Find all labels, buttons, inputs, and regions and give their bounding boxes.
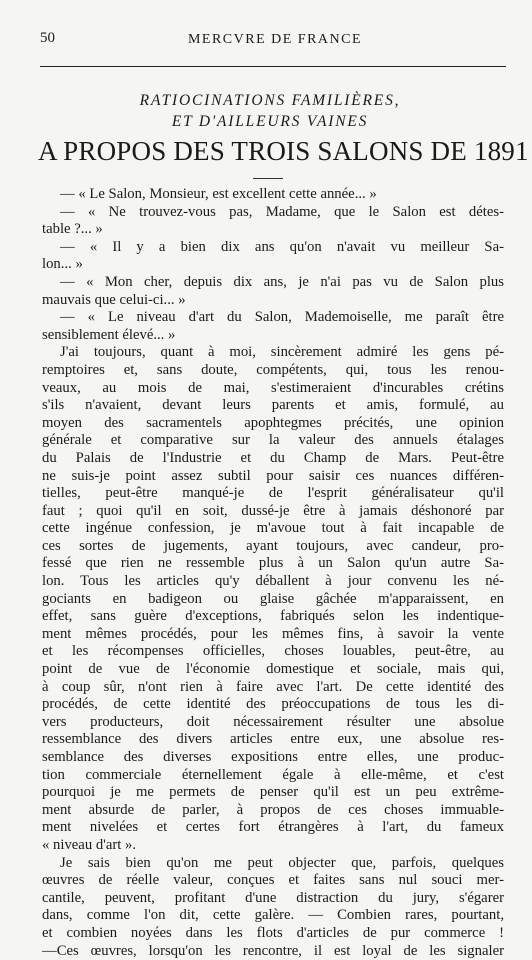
text-line: à coup sûr, n'ont rien à faire avec l'art. De cette identité des <box>42 678 504 695</box>
text-line: et les récompenses officielles, choses louables, peut-être, au <box>42 643 504 660</box>
text-line: lon. Tous les articles qu'y déballent à jour convenu les né- <box>42 573 504 590</box>
text-line: du Palais de l'Industrie et du Champ de Mars. Peut-être <box>42 449 504 466</box>
text-line: faut ; quoi qu'il en soit, dussé-je être à jamais déshonoré par <box>42 502 504 519</box>
text-line: pourquoi je me permets de penser qu'il est un peu extrême- <box>42 784 504 801</box>
text-line: cantile, peuvent, profitant d'une distraction du jury, s'égarer <box>42 889 504 906</box>
article-title: A PROPOS DES TROIS SALONS DE 1891 <box>38 136 529 166</box>
text-line: — « Il y a bien dix ans qu'on n'avait vu meilleur Sa- <box>60 238 504 255</box>
text-line: Je sais bien qu'on me peut objecter que, parfois, quelques <box>60 854 504 871</box>
text-line: ressemblance des divers articles entre eux, une absolue res- <box>42 731 504 748</box>
header-rule <box>40 66 506 67</box>
text-line: mauvais que celui-ci... » <box>42 291 186 308</box>
text-line: table ?... » <box>42 221 103 238</box>
article-body <box>42 186 504 960</box>
page-number: 50 <box>40 30 55 46</box>
text-line: J'ai toujours, quant à moi, sincèrement admiré les gens pé- <box>60 344 504 361</box>
text-line: remptoires et, sans doute, compétents, qui, tous les renou- <box>42 361 504 378</box>
text-line: ces sortes de jugements, ayant toujours, avec candeur, pro- <box>42 537 504 554</box>
text-line: vers producteurs, doit nécessairement résulter une absolue <box>42 713 504 730</box>
page-header <box>40 30 510 52</box>
text-line: s'ils n'avaient, devant leurs parents et amis, formulé, au <box>42 397 504 414</box>
text-line: sensiblement élevé... » <box>42 326 176 343</box>
text-line: — « Ne trouvez-vous pas, Madame, que le Salon est détes- <box>60 203 504 220</box>
text-line: et combien noyées dans les flots d'articles de pur commerce ! <box>42 924 504 941</box>
text-line: — « Mon cher, depuis dix ans, je n'ai pas vu de Salon plus <box>60 273 504 290</box>
article-subtitle-line-1: RATIOCINATIONS FAMILIÈRES, <box>139 92 401 109</box>
text-line: moyen des sacramentels apophtegmes précités, une opinion <box>42 414 504 431</box>
text-line: œuvres de réelle valeur, conçues et faites sans nul souci mer- <box>42 872 504 889</box>
text-line: ne suis-je point assez subtil pour saisir ces nuances différen- <box>42 467 504 484</box>
text-line: point de vue de l'économie domestique et sociale, mais qui, <box>42 661 504 678</box>
text-line: ment nivelées et certes fort étrangères à l'art, du fameux <box>42 819 504 836</box>
text-line: —Ces œuvres, lorsqu'on les rencontre, il est loyal de les signaler <box>42 942 504 959</box>
text-line: ment absurde de parler, à propos de ces choses immuable- <box>42 801 504 818</box>
text-line: ment mêmes procédés, pour les mêmes fins, à savoir la vente <box>42 625 504 642</box>
text-line: tion commerciale éternellement égale à elle-même, et c'est <box>42 766 504 783</box>
text-line: fessé que rien ne ressemble plus à un Salon qu'un autre Sa- <box>42 555 504 572</box>
text-line: veaux, au mois de mai, s'estimeraient d'incurables crétins <box>42 379 504 396</box>
text-line: lon... » <box>42 256 83 273</box>
article-subtitle-line-2: ET D'AILLEURS VAINES <box>171 113 369 130</box>
running-head: MERCVRE DE FRANCE <box>187 32 363 47</box>
text-line: « niveau d'art ». <box>42 836 137 853</box>
text-line: tielles, peut-être manqué-je de l'esprit généralisateur qu'il <box>42 485 504 502</box>
text-line: procédés, de cette identité des préoccupations de tous les di- <box>42 696 504 713</box>
text-line: dans, comme l'on dit, cette galère. — Combien rares, pourtant, <box>42 907 504 924</box>
text-line: générale et comparative sur la valeur des annuels étalages <box>42 432 504 449</box>
text-line: gociants en badigeon ou glaise gâchée m'apparaissent, en <box>42 590 504 607</box>
text-line: cette ingénue confession, je m'avoue tout à fait incapable de <box>42 520 504 537</box>
text-line: — « Le niveau d'art du Salon, Mademoiselle, me paraît être <box>60 309 504 326</box>
text-line: effet, sans guère d'exceptions, fabriqués selon les indentique- <box>42 608 504 625</box>
title-separator <box>253 178 283 179</box>
text-line: — « Le Salon, Monsieur, est excellent cette année... » <box>60 186 377 202</box>
text-line: semblance des diverses expositions entre elles, une produc- <box>42 749 504 765</box>
